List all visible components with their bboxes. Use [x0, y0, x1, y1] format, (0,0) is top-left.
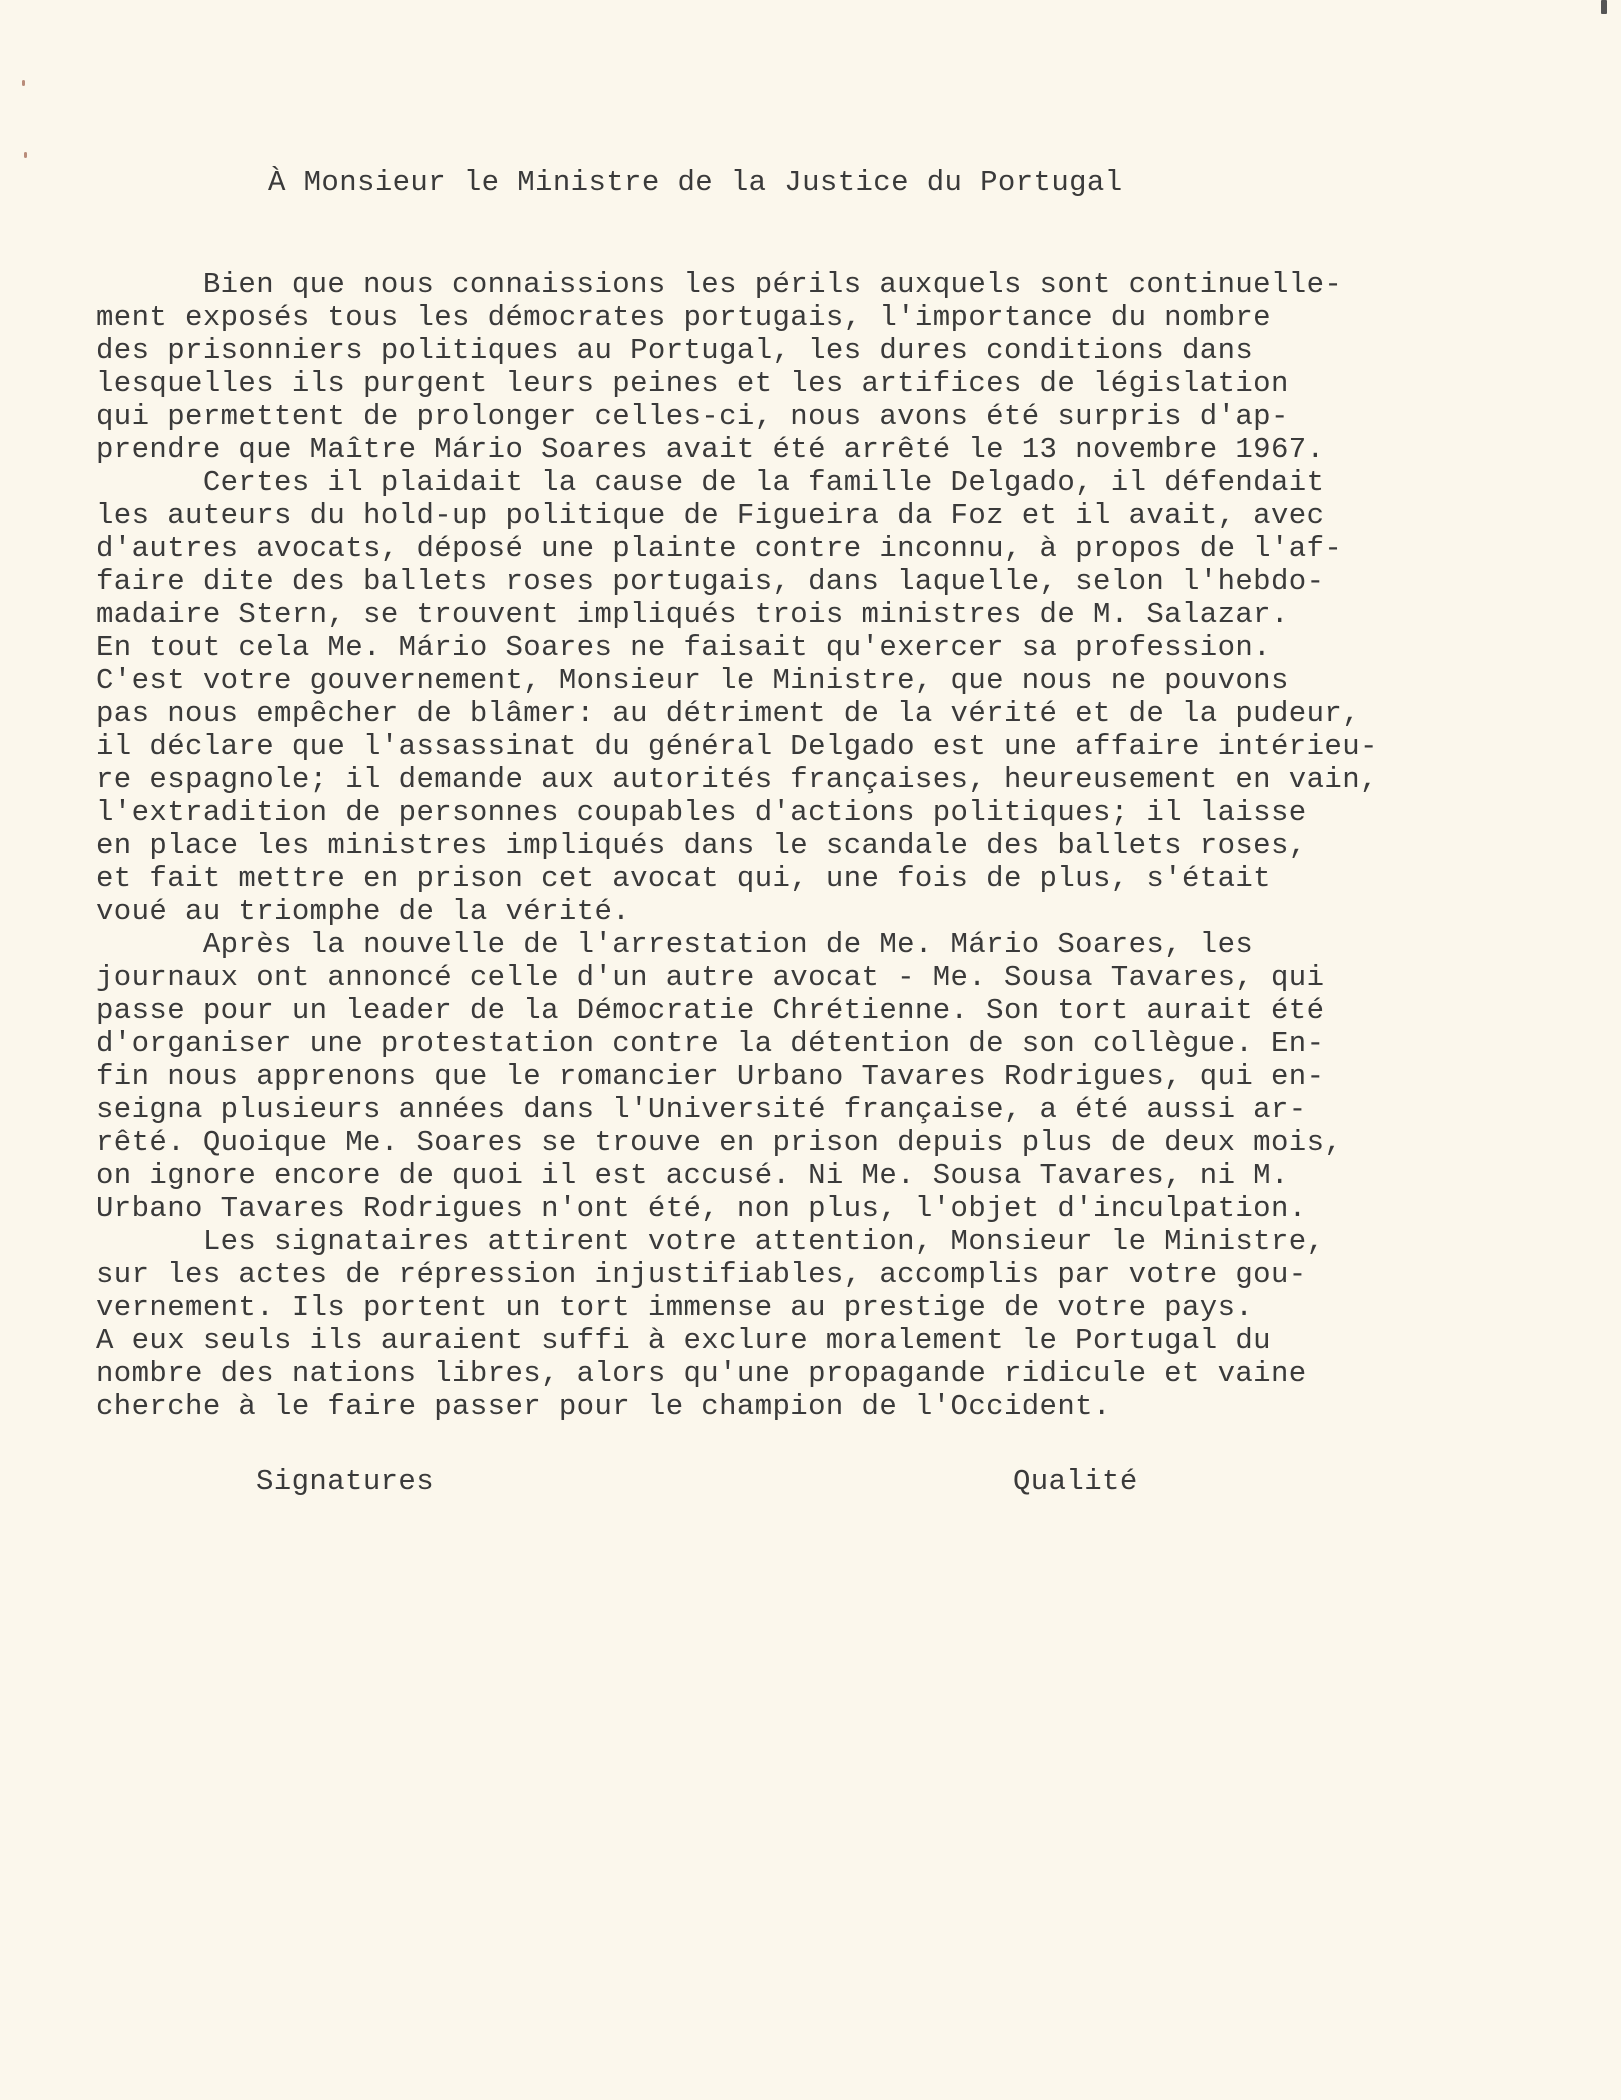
letter-line: vernement. Ils portent un tort immense au prestige de votre pays. [96, 1291, 1254, 1324]
letter-line: pas nous empêcher de blâmer: au détriment de la vérité et de la pudeur, [96, 697, 1361, 730]
letter-line: re espagnole; il demande aux autorités françaises, heureusement en vain, [96, 763, 1378, 796]
signatures-label: Signatures [256, 1465, 435, 1498]
letter-line: madaire Stern, se trouvent impliqués trois ministres de M. Salazar. [96, 598, 1289, 631]
paper-edge-mark [1601, 0, 1607, 14]
letter-line: seigna plusieurs années dans l'Université française, a été aussi ar- [96, 1093, 1307, 1126]
letter-line: lesquelles ils purgent leurs peines et les artifices de législation [96, 367, 1289, 400]
letter-line: voué au triomphe de la vérité. [96, 895, 631, 928]
letter-line: l'extradition de personnes coupables d'actions politiques; il laisse [96, 796, 1307, 829]
letter-line: qui permettent de prolonger celles-ci, nous avons été surpris d'ap- [96, 400, 1289, 433]
letter-line: en place les ministres impliqués dans le scandale des ballets roses, [96, 829, 1307, 862]
letter-line: Urbano Tavares Rodrigues n'ont été, non plus, l'objet d'inculpation. [96, 1192, 1307, 1225]
letter-line: passe pour un leader de la Démocratie Chrétienne. Son tort aurait été [96, 994, 1325, 1027]
letter-line: cherche à le faire passer pour le champion de l'Occident. [96, 1390, 1111, 1423]
letter-line: d'organiser une protestation contre la détention de son collègue. En- [96, 1027, 1325, 1060]
qualite-label: Qualité [1013, 1465, 1138, 1498]
letter-line: d'autres avocats, déposé une plainte contre inconnu, à propos de l'af- [96, 532, 1343, 565]
letter-line: nombre des nations libres, alors qu'une propagande ridicule et vaine [96, 1357, 1307, 1390]
letter-line: faire dite des ballets roses portugais, dans laquelle, selon l'hebdo- [96, 565, 1325, 598]
paper-speck [24, 152, 27, 158]
letter-body [96, 268, 1536, 1423]
letter-line: prendre que Maître Mário Soares avait été arrêté le 13 novembre 1967. [96, 433, 1325, 466]
paper-speck [22, 80, 25, 86]
letter-line: fin nous apprenons que le romancier Urbano Tavares Rodrigues, qui en- [96, 1060, 1325, 1093]
letter-title: À Monsieur le Ministre de la Justice du Portugal [268, 166, 1123, 199]
letter-line: rêté. Quoique Me. Soares se trouve en prison depuis plus de deux mois, [96, 1126, 1343, 1159]
letter-line: Les signataires attirent votre attention, Monsieur le Ministre, [96, 1225, 1325, 1258]
letter-line: Après la nouvelle de l'arrestation de Me. Mário Soares, les [96, 928, 1254, 961]
letter-line: sur les actes de répression injustifiables, accomplis par votre gou- [96, 1258, 1307, 1291]
letter-line: ment exposés tous les démocrates portugais, l'importance du nombre [96, 301, 1271, 334]
letter-line: il déclare que l'assassinat du général Delgado est une affaire intérieu- [96, 730, 1378, 763]
letter-line: on ignore encore de quoi il est accusé. Ni Me. Sousa Tavares, ni M. [96, 1159, 1289, 1192]
letter-line: Bien que nous connaissions les périls auxquels sont continuelle- [96, 268, 1343, 301]
letter-line: Certes il plaidait la cause de la famille Delgado, il défendait [96, 466, 1325, 499]
letter-line: En tout cela Me. Mário Soares ne faisait qu'exercer sa profession. [96, 631, 1271, 664]
letter-line: journaux ont annoncé celle d'un autre avocat - Me. Sousa Tavares, qui [96, 961, 1325, 994]
letter-line: et fait mettre en prison cet avocat qui, une fois de plus, s'était [96, 862, 1271, 895]
letter-line: les auteurs du hold-up politique de Figueira da Foz et il avait, avec [96, 499, 1325, 532]
letter-line: des prisonniers politiques au Portugal, les dures conditions dans [96, 334, 1254, 367]
letter-line: A eux seuls ils auraient suffi à exclure moralement le Portugal du [96, 1324, 1271, 1357]
letter-line: C'est votre gouvernement, Monsieur le Ministre, que nous ne pouvons [96, 664, 1289, 697]
